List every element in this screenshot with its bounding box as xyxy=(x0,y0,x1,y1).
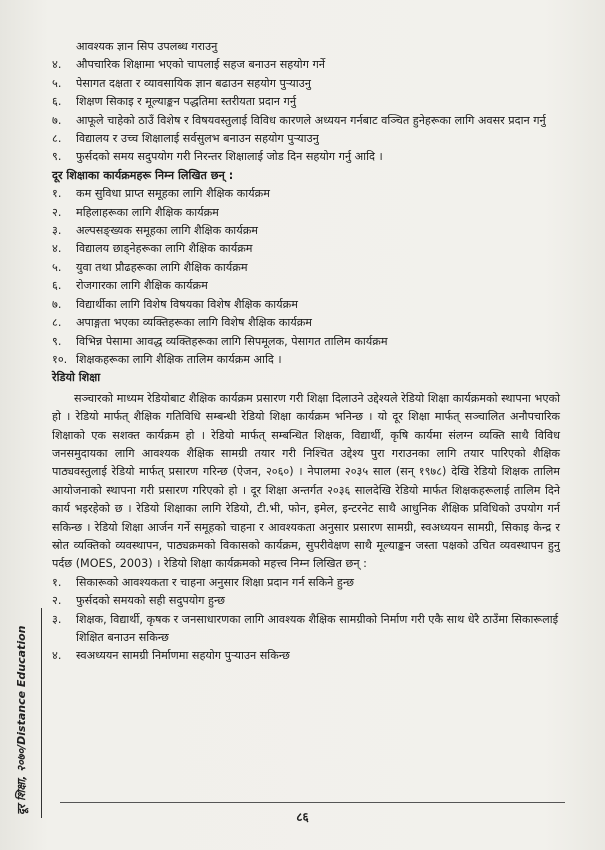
list-item-text: सिकारूको आवश्यकता र चाहना अनुसार शिक्षा प्रदान गर्न सकिने हुन्छ xyxy=(76,575,354,589)
programs-heading: दूर शिक्षाका कार्यक्रमहरू निम्न लिखित छन् : xyxy=(52,168,234,182)
list-item-number: ९. xyxy=(52,150,62,164)
list-item-number: ३. xyxy=(52,224,62,238)
list-item-number: ४. xyxy=(52,242,62,256)
list-item-number: ६. xyxy=(52,279,62,293)
list-item-text: विभिन्न पेसामा आवद्ध व्यक्तिहरूका लागि सिपमूलक, पेसागत तालिम कार्यक्रम xyxy=(76,334,388,348)
program-item xyxy=(52,259,560,277)
list-item-text: पेसागत दक्षता र व्यावसायिक ज्ञान बढाउन सहयोग पुऱ्याउनु xyxy=(76,76,311,90)
program-item xyxy=(52,277,560,295)
list-item-number: १०. xyxy=(52,352,68,366)
importance-list xyxy=(52,574,560,666)
list-item-text: रोजगारका लागि शैक्षिक कार्यक्रम xyxy=(76,279,208,293)
program-item xyxy=(52,240,560,258)
page-number: ८६ xyxy=(296,810,309,824)
objective-item xyxy=(52,130,560,148)
list-item-number: ८. xyxy=(52,316,62,330)
list-item-text: फुर्सदको समयको सही सदुपयोग हुन्छ xyxy=(76,594,226,608)
list-item-text: कम सुविधा प्राप्त समूहका लागि शैक्षिक कार्यक्रम xyxy=(76,187,270,201)
program-item xyxy=(52,314,560,332)
objective-item xyxy=(52,38,560,56)
list-item-number: ४. xyxy=(52,58,62,72)
page-content xyxy=(52,38,560,666)
list-item-number: ७. xyxy=(52,113,62,127)
program-item xyxy=(52,185,560,203)
programs-list xyxy=(52,185,560,369)
radio-heading: रेडियो शिक्षा xyxy=(52,371,101,385)
program-item xyxy=(52,351,560,369)
list-item-text: शिक्षण सिकाइ र मूल्याङ्कन पद्धतिमा स्तरीयता प्रदान गर्नु xyxy=(76,95,297,109)
list-item-text: आफूले चाहेको ठाउँ विशेष र विषयवस्तुलाई विविध कारणले अध्ययन गर्नबाट वञ्चित हुनेहरूका लागि अवसर प्रदान गर्नु xyxy=(76,113,546,127)
importance-item xyxy=(52,592,560,610)
list-item-text: अपाङ्गता भएका व्यक्तिहरूका लागि विशेष शैक्षिक कार्यक्रम xyxy=(76,316,312,330)
list-item-number: १. xyxy=(52,575,62,589)
objective-item xyxy=(52,148,560,166)
program-item xyxy=(52,222,560,240)
list-item-number xyxy=(52,38,76,56)
list-item-text: फुर्सदको समय सदुपयोग गरी निरन्तर शिक्षालाई जोड दिन सहयोग गर्नु आदि । xyxy=(76,150,383,164)
objective-item xyxy=(52,93,560,111)
running-footer-text: दूर शिक्षा, २०७०/Distance Education xyxy=(15,625,28,815)
importance-item xyxy=(52,647,560,665)
list-item-text: विद्यार्थीका लागि विशेष विषयका विशेष शैक्षिक कार्यक्रम xyxy=(76,297,298,311)
list-item-number: ५. xyxy=(52,76,62,90)
list-item-text: आवश्यक ज्ञान सिप उपलब्ध गराउनु xyxy=(76,40,218,53)
list-item-number: ८. xyxy=(52,132,62,146)
list-item-text: स्वअध्ययन सामग्री निर्माणमा सहयोग पुऱ्याउन सकिन्छ xyxy=(76,649,290,663)
importance-item xyxy=(52,611,560,648)
list-item-number: ४. xyxy=(52,649,62,663)
list-item-number: २. xyxy=(52,205,62,219)
importance-item xyxy=(52,574,560,592)
list-item-number: ९. xyxy=(52,334,62,348)
program-item xyxy=(52,333,560,351)
list-item-text: शिक्षकहरूका लागि शैक्षिक तालिम कार्यक्रम आदि । xyxy=(76,352,282,366)
list-item-number: ६. xyxy=(52,95,62,109)
list-item-text: अल्पसङ्ख्यक समूहका लागि शैक्षिक कार्यक्रम xyxy=(76,224,258,238)
objective-item xyxy=(52,112,560,130)
list-item-text: महिलाहरूका लागि शैक्षिक कार्यक्रम xyxy=(76,205,219,219)
program-item xyxy=(52,296,560,314)
sidebar-rule xyxy=(41,608,42,818)
list-item-number: ७. xyxy=(52,297,62,311)
program-item xyxy=(52,204,560,222)
list-item-number: ५. xyxy=(52,260,62,274)
objective-item xyxy=(52,75,560,93)
list-item-number: १. xyxy=(52,187,62,201)
list-item-text: औपचारिक शिक्षामा भएको चापलाई सहज बनाउन सहयोग गर्ने xyxy=(76,58,325,72)
objective-item xyxy=(52,56,560,74)
list-item-number: २. xyxy=(52,594,62,608)
list-item-text: युवा तथा प्रौढहरूका लागि शैक्षिक कार्यक्रम xyxy=(76,260,248,274)
list-item-text: शिक्षक, विद्यार्थी, कृषक र जनसाधारणका लागि आवश्यक शैक्षिक सामग्रीको निर्माण गरी एकै साथ धेरै ठाउँमा सिकारूलाई शिक्षित बनाउन सकिन्छ xyxy=(76,612,559,644)
list-item-text: विद्यालय छाड्नेहरूका लागि शैक्षिक कार्यक्रम xyxy=(76,242,253,256)
list-item-text: विद्यालय र उच्च शिक्षालाई सर्वसुलभ बनाउन सहयोग पुऱ्याउनु xyxy=(76,132,319,146)
list-item-number: ३. xyxy=(52,612,62,626)
objectives-list xyxy=(52,38,560,167)
radio-paragraph: सञ्चारको माध्यम रेडियोबाट शैक्षिक कार्यक्रम प्रसारण गरी शिक्षा दिलाउने उद्देश्यले रेडियो शिक्षा कार्यक्रमको स्थापना भएको हो । रेडियो मार्फत् शैक्षिक गतिविधि सम्बन्धी रेडियो शिक्षा कार्यक्रम भनिन्छ । यो दूर शिक्षा मार्फत् सञ्चालित अनौपचारिक शिक्षाको एक सशक्त कार्यक्रम हो । रेडियो मार्फत् सम्बन्धित शिक्षक, विद्यार्थी, कृषि कार्यमा संलग्न व्यक्ति साथै विविध जनसमुदायका लागि आवश्यक शैक्षिक सामग्री तयार गरी निश्चित उद्देश्य पुरा गराउनका लागि तयार पारिएको शैक्षिक पाठ्यवस्तुलाई रेडियो मार्फत् प्रसारण गरिन्छ (ऐजन, २०६०) । नेपालमा २०३५ साल (सन् १९७८) देखि रेडियो शिक्षक तालिम आयोजनाको स्थापना गरी प्रसारण गरिएको हो । दूर शिक्षा अन्तर्गत २०३६ सालदेखि रेडियो मार्फत शिक्षकहरूलाई तालिम दिने कार्य भइरहेको छ । रेडियो शिक्षाका लागि रेडियो, टी.भी, फोन, इमेल, इन्टरनेट साथै आधुनिक शैक्षिक प्रविधिको उपयोग गर्न सकिन्छ । रेडियो शिक्षा आर्जन गर्ने समूहको चाहना र आवश्यकता अनुसार प्रसारण सामग्री, स्वअध्ययन सामग्री, सिकाइ केन्द्र र स्रोत व्यक्तिको व्यवस्थापन, पाठ्यक्रमको विकासको कार्यक्रम, सुपरीवेक्षण साथै मूल्याङ्कन जस्ता पक्षको उचित व्यवस्थापन हुनु पर्दछ (MOES, 2003) । रेडियो शिक्षा कार्यक्रमको महत्त्व निम्न लिखित छन् : xyxy=(52,391,560,571)
footer-rule xyxy=(60,802,565,803)
